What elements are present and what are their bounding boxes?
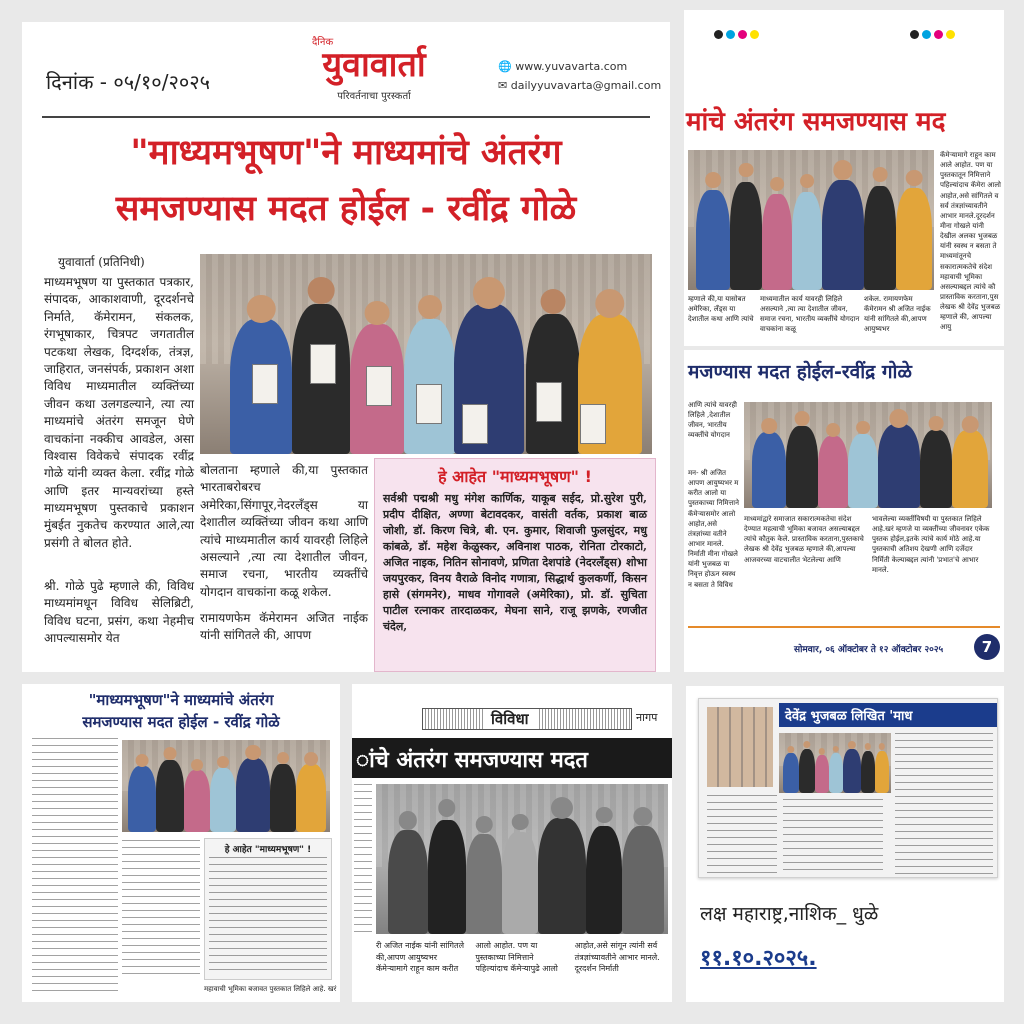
bl-headline-1: "माध्यमभूषण"ने माध्यमांचे अंतरंग [88, 691, 274, 709]
br-date: ११.१०.२०२५. [700, 946, 817, 971]
bottom-right-clipping [686, 686, 1004, 1002]
names-box [374, 458, 656, 672]
masthead-small: दैनिक [312, 37, 334, 48]
right-top-col-d: कॅमेऱ्यामागे राहून काम आले आहोत. पण या पुस्तकातून निमित्ताने पहिल्यांदाच कॅमेरा आलो आहोत,असे सांगितले व सर्व तंत्रज्ञांच्यावतीने आभार मानले.दूरदर्शन मीना गोखले यांनी देखील अलका भुजबळ यांनी स्वस्थ न बसता ते माध्यमांतूनचे सकारात्मकतेचे संदेश महावाची भूमिका असल्याबद्दल त्यांचे कौ प्रास्ताविक करताना,पुस लेखक श्री देवेंद्र भुजबळ म्हणाले की, आपल्या आयु [940, 151, 1001, 332]
br-thumbs [707, 707, 773, 787]
email: dailyyuvavarta@gmail.com [510, 79, 662, 92]
headline-line-1: "माध्यमभूषण"ने माध्यमांचे अंतरंग [130, 133, 562, 173]
right-mid-footer-date: सोमवार, ०६ ऑक्टोबर ते १२ ऑक्टोबर २०२५ [794, 645, 944, 655]
bm-banner: ांचे अंतरंग समजण्यास मदत [356, 748, 588, 773]
date-line: दिनांक - ०५/१०/२०२५ [46, 70, 211, 94]
globe-icon: 🌐 [498, 60, 512, 73]
mail-icon: ✉ [498, 79, 508, 92]
right-mid-photo [744, 402, 992, 508]
bottom-mid-clipping [352, 684, 672, 1002]
br-text-3 [895, 733, 993, 875]
right-top-col-a: म्हणाले की,या यासोबत अमेरिका, लँड्स या देशातील कथा आणि त्यांचे [688, 295, 754, 324]
right-mid-col-c: भावलेल्या व्यक्तींविषयी या पुस्तकात लिहिले आहे.खरं म्हणजे या व्यक्तींच्या जीवनावर एकेक पुस्तक होईल,इतके त्यांचे कार्य मोठे आहे.या पुस्तकाची अतिशय देखणी आणि दर्जेदार निर्मिती केल्याबद्दल त्यांनी 'प्रभात'चे आभार मानले. [872, 515, 990, 574]
right-mid-banner: मजण्यास मदत होईल-रवींद्र गोळे [688, 361, 912, 383]
br-text-2 [783, 799, 883, 875]
bottom-left-clipping [22, 684, 340, 1002]
right-top-col-c: शकेल. रामायणफेम कॅमेरामन श्री अजित नाईक यांनी सांगितले की,आपण आयुष्यभर [864, 295, 931, 334]
column-1-text: माध्यमभूषण या पुस्तकात पत्रकार, संपादक, आकाशवाणी, दूरदर्शनचे निर्माते, कॅमेरामन, संकलक, रंगभूषाकार, चित्रपट जगतातील पटकथा लेखक, दिग्दर्शक, तंत्रज्ञ, जाहिरात, जनसंपर्क, प्रकाशन अशा विविध माध्यमातील व्यक्तिंच्या जीवन कथा उलगडल्याने, त्या त्या माध्यमांचे अंतरंग समजून घेणे वाचकांना नक्कीच आवडेल, असा विश्वास विवेकचे संपादक रवींद्र गोळे यांनी व्यक्त केला. रवींद्र गोळे आणि इतर मान्यवरांच्या हस्ते माध्यमभूषण पुस्तकाचे प्रकाशन मुंबईत नुकतेच करण्यात आले,त्या प्रसंगी ते बोलत होते. [44, 275, 194, 550]
right-mid-col-a: आणि त्यांचे यावरही लिहिले ,देशातील जीवन, भारतीय व्यक्तींचे योगदान [688, 401, 737, 440]
bl-photo [122, 740, 330, 832]
right-mid-clipping [684, 350, 1004, 672]
br-text-1 [707, 795, 777, 875]
bl-col-1 [32, 738, 118, 992]
bm-section-bar [422, 708, 632, 730]
masthead [284, 32, 464, 112]
right-top-col-b: माध्यमातील कार्य यावरही लिहिले असल्याने ,त्या त्या देशातील जीवन, समाज रचना, भारतीय व्यक्तींचे योगदान वाचकांना कळू [760, 295, 860, 334]
print-marks-right [910, 24, 958, 43]
masthead-tagline: परिवर्तनाचा पुरस्कर्ता [337, 91, 411, 102]
print-marks [714, 24, 762, 43]
bl-headline-2: समजण्यास मदत होईल - रवींद्र गोळे [82, 713, 280, 731]
contact-block [498, 60, 661, 92]
byline: युवावार्ता (प्रतिनिधी) [58, 255, 145, 269]
page-number-badge: 7 [974, 634, 1000, 660]
divider [42, 116, 650, 118]
right-mid-col-a2: मन- श्री अजित आपण आयुष्यभर म करीत आलो या पुस्तकाच्या निमित्ताने कॅमेऱ्यासमोर आलो आहोत,असे तंत्रज्ञांच्या वतीने आभार मानले. निर्माती मीना गोखले यांनी भुजबळ या निवृत्त होऊन स्वस्थ न बसता ते विविध [688, 469, 739, 589]
bm-caption: री अजित नाईक यांनी सांगितले की,आपण आयुष्यभर कॅमेऱ्यामागे राहून काम करीत आलो आहोत. पण या पुस्तकाच्या निमित्ताने पहिल्यांदाच कॅमेऱ्यापुढे आलो आहोत,असे सांगून त्यांनी सर्व तंत्रज्ञांच्यावतीने आभार मानले. दूरदर्शन निर्माती [376, 941, 660, 974]
website: www.yuvavarta.com [515, 60, 628, 73]
main-clipping [22, 22, 670, 672]
br-source: लक्ष महाराष्ट्र,नाशिक_ धुळे [700, 903, 879, 925]
bm-section-right: नागप [636, 711, 658, 724]
bl-col-2 [122, 840, 200, 980]
names-box-text: सर्वश्री पद्मश्री मधु मंगेश कार्णिक, याकूब सईद, प्रो.सुरेश पुरी, प्रदीप दीक्षित, अण्णा बेटावदकर, वासंती वर्तक, प्रकाश बाळ जोशी, डॉ. किरण चित्रे, बी. एन. कुमार, शिवाजी फुलसुंदर, मधु कांबळे, डॉ. महेश केळुस्कर, अविनाश पाठक, रोनिता टोरकाटो, अजित नाइक, नितिन सोनावणे, प्रणिता देशपांडे (नेदरलँड्स) शोभा जयपुरकर, विनय वैराळे विनोद गणात्रा, सिद्धार्थ कुलकर्णी, किसन हासे (संगमनेर), माधव गोगावले (अमेरिका), प्रो. डॉ. सुचिता पाटील रत्नाकर तारदाळकर, मेघना साने, राजू झणके, रणजीत चंदेल, [383, 492, 647, 633]
br-banner-bg [779, 703, 997, 727]
right-top-banner: मांचे अंतरंग समजण्यास मद [686, 107, 946, 137]
masthead-title: युवावार्ता [322, 45, 426, 85]
column-2-text: बोलताना म्हणाले की,या पुस्तकात भारताबरोबरच अमेरिका,सिंगापूर,नेदरलँड्स या देशातील व्यक्तिंच्या जीवन कथा आणि त्यांचे माध्यमातील कार्य यावरही लिहिले असल्याने ,त्या त्या देशातील जीवन, समाज रचना, भारतीय व्यक्तींचे योगदान वाचकांना कळू शकेल. [200, 463, 368, 599]
bl-box-title: हे आहेत "माध्यमभूषण" ! [224, 845, 312, 855]
br-banner: देवेंद्र भुजबळ लिखित 'माध [785, 709, 913, 724]
bl-box [204, 838, 332, 980]
column-1-text-2: श्री. गोळे पुढे म्हणाले की, विविध माध्यमांमधून विविध सेलिब्रिटी, विविध घटना, प्रसंग, कथा नेहमीच आपल्यासमोर येत [44, 579, 194, 646]
right-mid-rule [688, 626, 1000, 628]
br-photo [779, 733, 891, 793]
right-top-photo [688, 150, 934, 290]
bm-banner-bg [352, 738, 672, 778]
bm-left-col [354, 784, 372, 934]
bm-section-label: विविधा [483, 709, 537, 729]
right-mid-col-b: माध्यमांद्वारे समाजात सकारात्मकतेचा संदेश देण्यात महत्वाची भूमिका बजावत असल्याबद्दल त्यांचे कौतुक केले. प्रास्ताविक करताना,पुस्तकाचे लेखक श्री देवेंद्र भुजबळ म्हणाले की,आपल्या आजवरच्या वाटचालीत भेटलेल्या आणि [744, 515, 864, 564]
br-paper [698, 698, 998, 878]
bm-photo [376, 784, 668, 934]
column-2-text-2: रामायणफेम कॅमेरामन अजित नाईक यांनी सांगितले की, आपण [200, 611, 368, 643]
main-photo [200, 254, 652, 454]
names-box-title: हे आहेत "माध्यमभूषण" ! [438, 467, 592, 486]
bl-footer-text: महावाची भूमिका बजावत पुस्तकात लिहिले आहे. खरं [204, 985, 337, 993]
headline-line-2: समजण्यास मदत होईल - रवींद्र गोळे [115, 189, 577, 229]
right-top-clipping [684, 10, 1004, 346]
